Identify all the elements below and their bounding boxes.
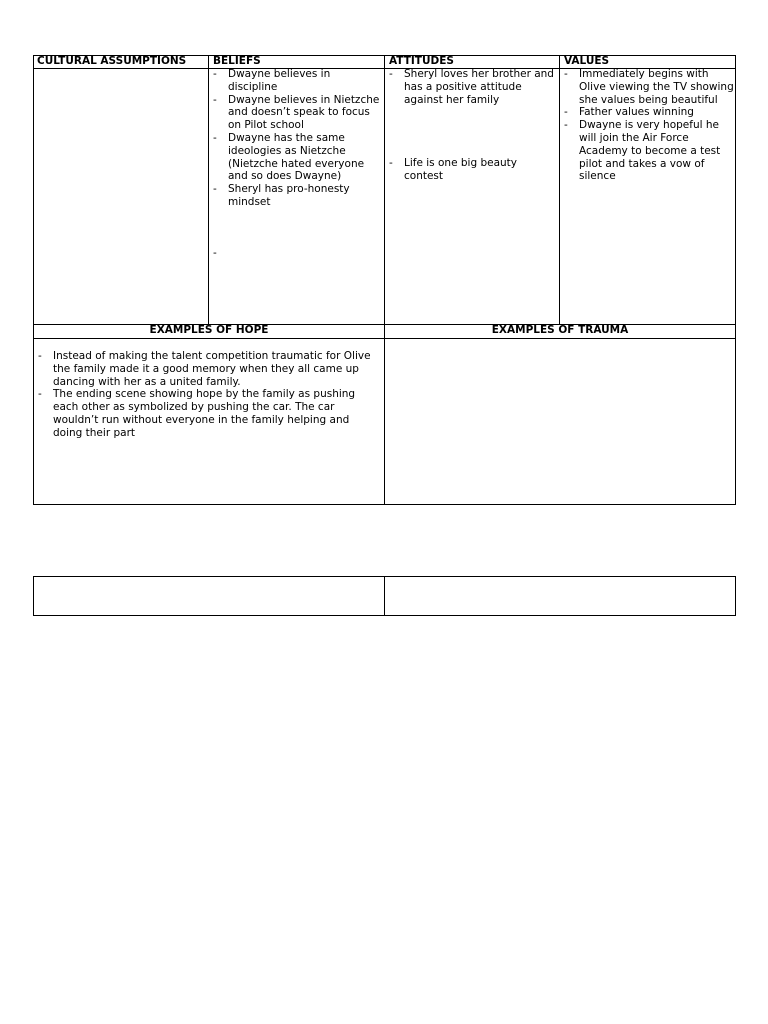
list-item: - Dwayne believes in discipline: [211, 68, 381, 94]
list-item: - Dwayne believes in Nietzche and doesn’t speak to focus on Pilot school: [211, 94, 381, 132]
values-cell: [562, 68, 734, 183]
header-examples-of-trauma: EXAMPLES OF TRAUMA: [491, 324, 629, 336]
header-cultural-assumptions: CULTURAL ASSUMPTIONS: [37, 55, 187, 67]
list-item: - The ending scene showing hope by the family as pushing each other as symbolized by pushing the car. The car wouldn’t run without everyone in the family helping and doing their part: [36, 388, 372, 439]
list-item: [211, 247, 381, 260]
column-divider-3: [559, 56, 560, 325]
hope-list: [36, 350, 372, 440]
header-examples-of-hope: EXAMPLES OF HOPE: [149, 324, 269, 336]
column-divider-2: [384, 56, 385, 504]
header-attitudes: ATTITUDES: [389, 55, 454, 67]
column-divider-1: [208, 56, 209, 325]
attitudes-cell: [387, 68, 557, 183]
header-values: VALUES: [564, 55, 610, 67]
list-item: - Dwayne has the same ideologies as Nietzche (Nietzche hated everyone and so does Dwayne): [211, 132, 381, 183]
empty-table-divider: [384, 577, 385, 615]
values-list: [562, 68, 734, 183]
hope-cell: [36, 350, 372, 440]
beliefs-list: [211, 68, 381, 260]
list-item: - Immediately begins with Olive viewing the TV showing she values being beautiful: [562, 68, 734, 106]
header-beliefs: BELIEFS: [213, 55, 261, 67]
list-item: - Sheryl has pro-honesty mindset: [211, 183, 381, 209]
beliefs-cell: [211, 68, 381, 260]
list-item: - Father values winning: [562, 106, 734, 119]
list-item: - Instead of making the talent competition traumatic for Olive the family made it a good memory when they all came up dancing with her as a united family.: [36, 350, 372, 388]
list-item: - Dwayne is very hopeful he will join the Air Force Academy to become a test pilot and takes a vow of silence: [562, 119, 734, 183]
list-item: - Life is one big beauty contest: [387, 157, 557, 183]
attitudes-list: [387, 68, 557, 183]
list-item: - Sheryl loves her brother and has a positive attitude against her family: [387, 68, 557, 106]
